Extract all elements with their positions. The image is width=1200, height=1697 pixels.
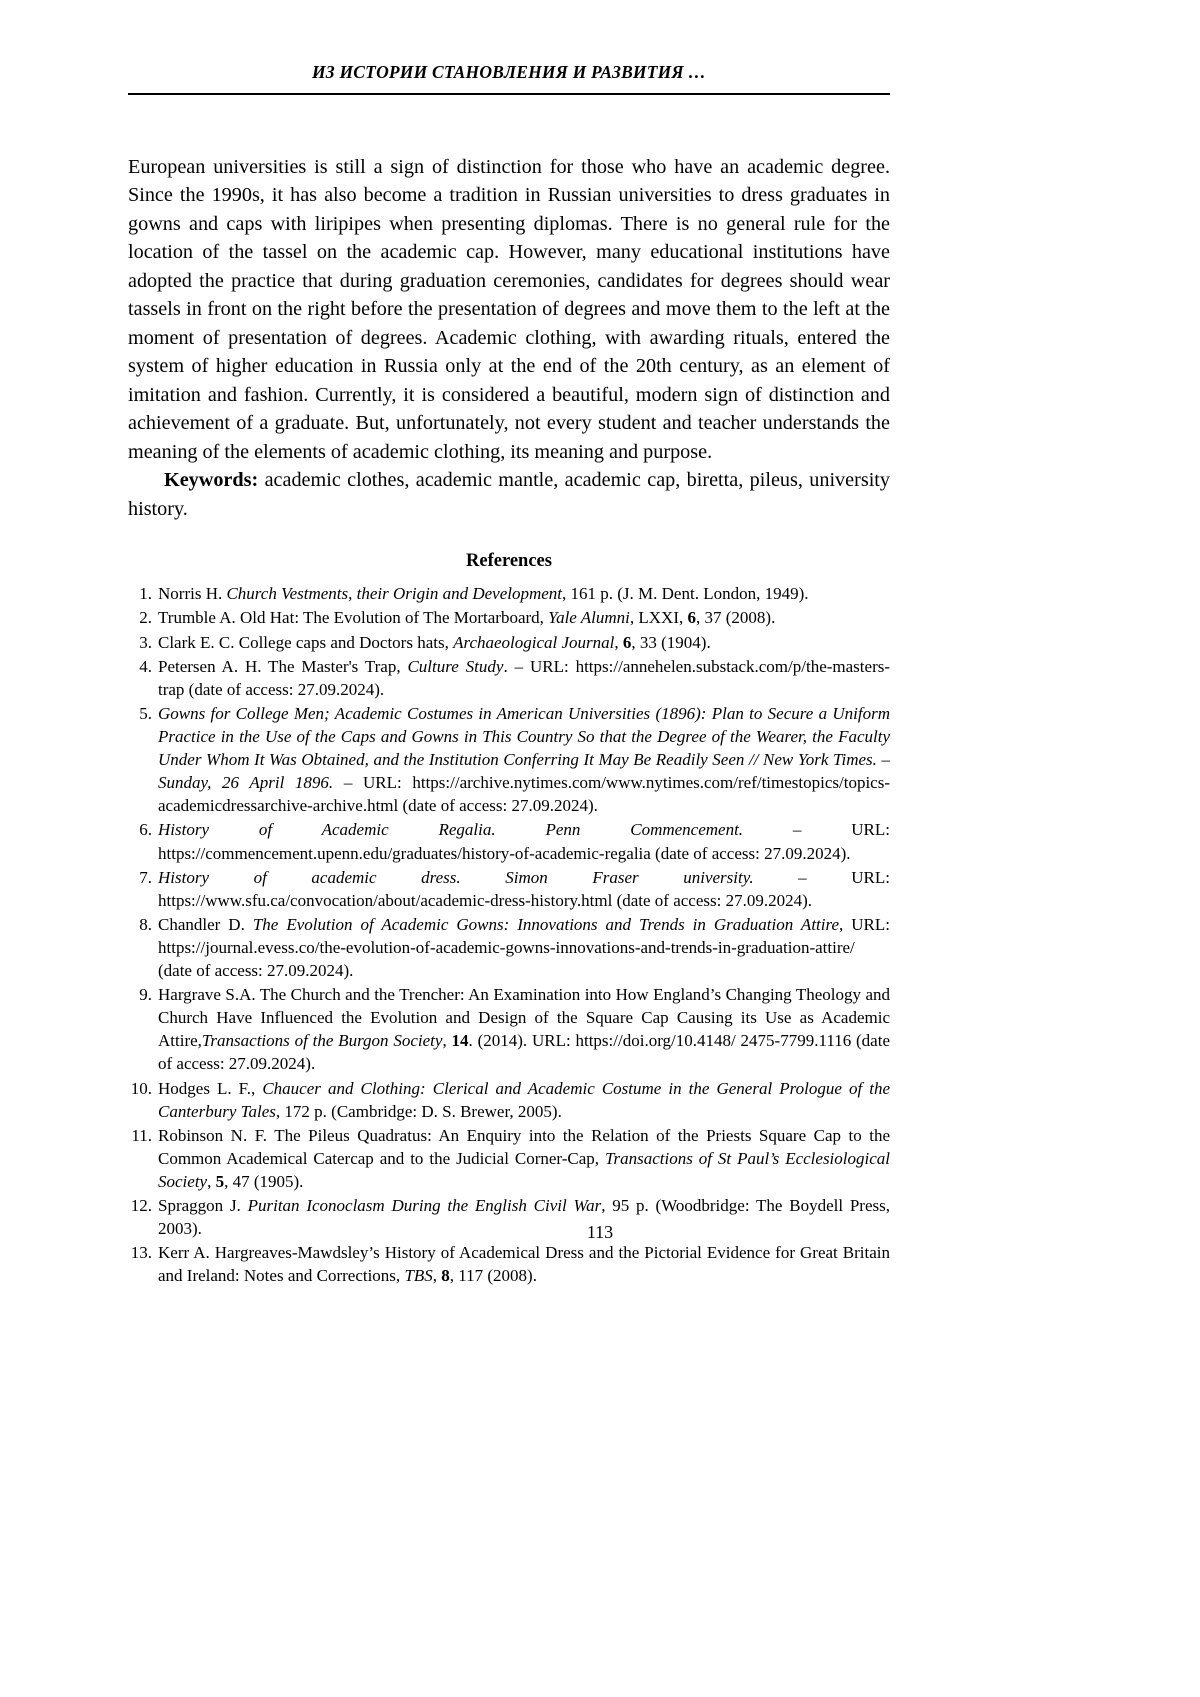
reference-text-segment: ,	[614, 632, 623, 652]
keywords-paragraph	[128, 466, 890, 523]
reference-text-segment: – URL: https://archive.nytimes.com/www.nytimes.com/ref/timestopics/topics-academicdressarchive-archive.html (date of access: 27.09.2024).	[158, 773, 891, 816]
reference-number: 12.	[130, 1196, 152, 1216]
reference-number: 3.	[139, 632, 152, 652]
reference-item	[128, 631, 890, 654]
reference-text-segment: Gowns for College Men; Academic Costumes in American Universities (1896): Plan to Secure a Uniform Practice in the Use of the Caps and Gowns in This Country So that the Degree of the Wearer, the Faculty Under Whom It Was Obtained, and the Institution Conferring It May Be Readily Seen // New York Times. – Sunday, 26 April 1896.	[158, 703, 890, 793]
reference-text-segment: Norris H.	[158, 584, 227, 604]
reference-text-segment: Archaeological Journal	[453, 632, 615, 652]
reference-text-segment: . (2014). URL: https://doi.org/10.4148/ 2475-7799.1116 (date of access: 27.09.2024).	[158, 1031, 890, 1074]
reference-number: 9.	[139, 985, 152, 1005]
reference-number: 7.	[139, 867, 152, 887]
reference-text-segment: Transactions of the Burgon Society	[201, 1031, 443, 1051]
reference-text-segment: Hargrave S.A. The Church and the Trencher: An Examination into How England’s Changing Theology and Church Have Influenced the Evolution and Design of the Square Cap Causing its Use as Academic Attire,	[158, 985, 890, 1051]
reference-text-segment: TBS	[404, 1266, 433, 1286]
reference-number: 11.	[131, 1125, 152, 1145]
reference-text-segment: 14	[451, 1031, 469, 1051]
reference-item	[128, 1077, 890, 1123]
reference-item	[128, 866, 890, 912]
reference-item	[128, 1241, 890, 1287]
reference-text-segment: Yale Alumni	[548, 608, 630, 628]
reference-text-segment: Spraggon J.	[158, 1196, 248, 1216]
reference-number: 5.	[139, 703, 152, 723]
reference-text-segment: , 117 (2008).	[449, 1266, 537, 1286]
reference-text-segment: Trumble A. Old Hat: The Evolution of The Mortarboard,	[158, 608, 549, 628]
reference-text-segment: . – URL: https://annehelen.substack.com/p/the-masters-trap (date of access: 27.09.2024).	[158, 656, 891, 699]
page-number: 113	[586, 1222, 614, 1242]
reference-text-segment: Petersen A. H. The Master's Trap,	[158, 656, 408, 676]
reference-text-segment: The Evolution of Academic Gowns: Innovations and Trends in Graduation Attire	[252, 914, 840, 934]
reference-text-segment: ,	[207, 1172, 216, 1192]
reference-number: 6.	[139, 820, 152, 840]
keywords-label: Keywords:	[164, 469, 259, 492]
references-heading: References	[466, 551, 552, 572]
reference-number: 4.	[139, 656, 152, 676]
reference-text-segment: Clark E. C. College caps and Doctors hats,	[158, 632, 454, 652]
reference-text-segment: Hodges L. F.,	[158, 1078, 263, 1098]
reference-text-segment: Chaucer and Clothing: Clerical and Academic Costume in the General Prologue of the Canterbury Tales	[158, 1078, 890, 1121]
reference-item	[128, 655, 890, 701]
header-rule	[128, 93, 890, 95]
abstract-paragraph: European universities is still a sign of distinction for those who have an academic degree. Since the 1990s, it has also become a tradition in Russian universities to dress graduates in gowns and caps with liripipes when presenting diplomas. There is no general rule for the location of the tassel on the academic cap. However, many educational institutions have adopted the practice that during graduation ceremonies, candidates for degrees should wear tassels in front on the right before the presentation of degrees and move them to the left at the moment of presentation of degrees. Academic clothing, with awarding rituals, entered the system of higher education in Russia only at the end of the 20th century, as an element of imitation and fashion. Currently, it is considered a beautiful, modern sign of distinction and achievement of a graduate. But, unfortunately, not every student and teacher understands the meaning of the elements of academic clothing, its meaning and purpose.	[128, 156, 890, 463]
reference-text-segment: Puritan Iconoclasm During the English Civil War	[247, 1196, 602, 1216]
reference-text-segment: – URL: https://commencement.upenn.edu/graduates/history-of-academic-regalia (date of access: 27.09.2024).	[158, 820, 890, 863]
reference-number: 1.	[139, 584, 152, 604]
reference-text-segment: , 47 (1905).	[224, 1172, 304, 1192]
reference-text-segment: , URL: https://journal.evess.co/the-evolution-of-academic-gowns-innovations-and-trends-in-graduation-attire/ (date of access: 27.09.2024).	[158, 914, 891, 981]
reference-text-segment: Culture Study	[407, 656, 504, 676]
reference-text-segment: , 95 p. (Woodbridge: The Boydell Press, 2003).	[158, 1196, 890, 1239]
reference-number: 8.	[139, 914, 152, 934]
reference-text-segment: , LXXI,	[629, 608, 688, 628]
keywords-text: academic clothes, academic mantle, academic cap, biretta, pileus, university history.	[128, 469, 891, 520]
reference-item	[128, 582, 890, 605]
reference-text-segment: , 172 p. (Cambridge: D. S. Brewer, 2005).	[275, 1101, 562, 1121]
references-list	[128, 582, 890, 1287]
reference-text-segment: 6	[687, 608, 696, 628]
page-content	[128, 62, 890, 1289]
reference-item	[128, 702, 890, 818]
reference-text-segment: 8	[441, 1266, 450, 1286]
reference-text-segment: ,	[432, 1266, 442, 1286]
reference-text-segment: History of academic dress. Simon Fraser university.	[158, 867, 799, 887]
reference-text-segment: , 161 p. (J. M. Dent. London, 1949).	[562, 584, 809, 604]
reference-item	[128, 1124, 890, 1193]
running-head: ИЗ ИСТОРИИ СТАНОВЛЕНИЯ И РАЗВИТИЯ …	[312, 62, 706, 82]
reference-text-segment: Robinson N. F. The Pileus Quadratus: An Enquiry into the Relation of the Priests Square Cap to the Common Academical Catercap and to the Judicial Corner-Cap,	[158, 1125, 890, 1168]
reference-text-segment: , 33 (1904).	[631, 632, 711, 652]
reference-text-segment: 5	[215, 1172, 225, 1192]
reference-number: 10.	[130, 1078, 152, 1098]
reference-text-segment: ,	[442, 1031, 452, 1051]
reference-item	[128, 913, 890, 982]
reference-text-segment: Church Vestments, their Origin and Development	[226, 584, 563, 604]
reference-number: 2.	[139, 608, 152, 628]
reference-text-segment: Kerr A. Hargreaves-Mawdsley’s History of Academical Dress and the Pictorial Evidence for Great Britain and Ireland: Notes and Corrections,	[158, 1243, 890, 1286]
reference-text-segment: Chandler D.	[158, 914, 253, 934]
reference-item	[128, 606, 890, 629]
reference-item	[128, 818, 890, 864]
reference-text-segment: – URL: https://www.sfu.ca/convocation/about/academic-dress-history.html (date of access: 27.09.2024).	[158, 867, 890, 910]
reference-text-segment: , 37 (2008).	[696, 608, 776, 628]
reference-number: 13.	[130, 1243, 152, 1263]
reference-item	[128, 983, 890, 1075]
reference-text-segment: History of Academic Regalia. Penn Commencement.	[158, 820, 793, 840]
reference-text-segment: Transactions of St Paul’s Ecclesiological Society	[158, 1148, 890, 1192]
reference-text-segment: 6	[622, 632, 632, 652]
